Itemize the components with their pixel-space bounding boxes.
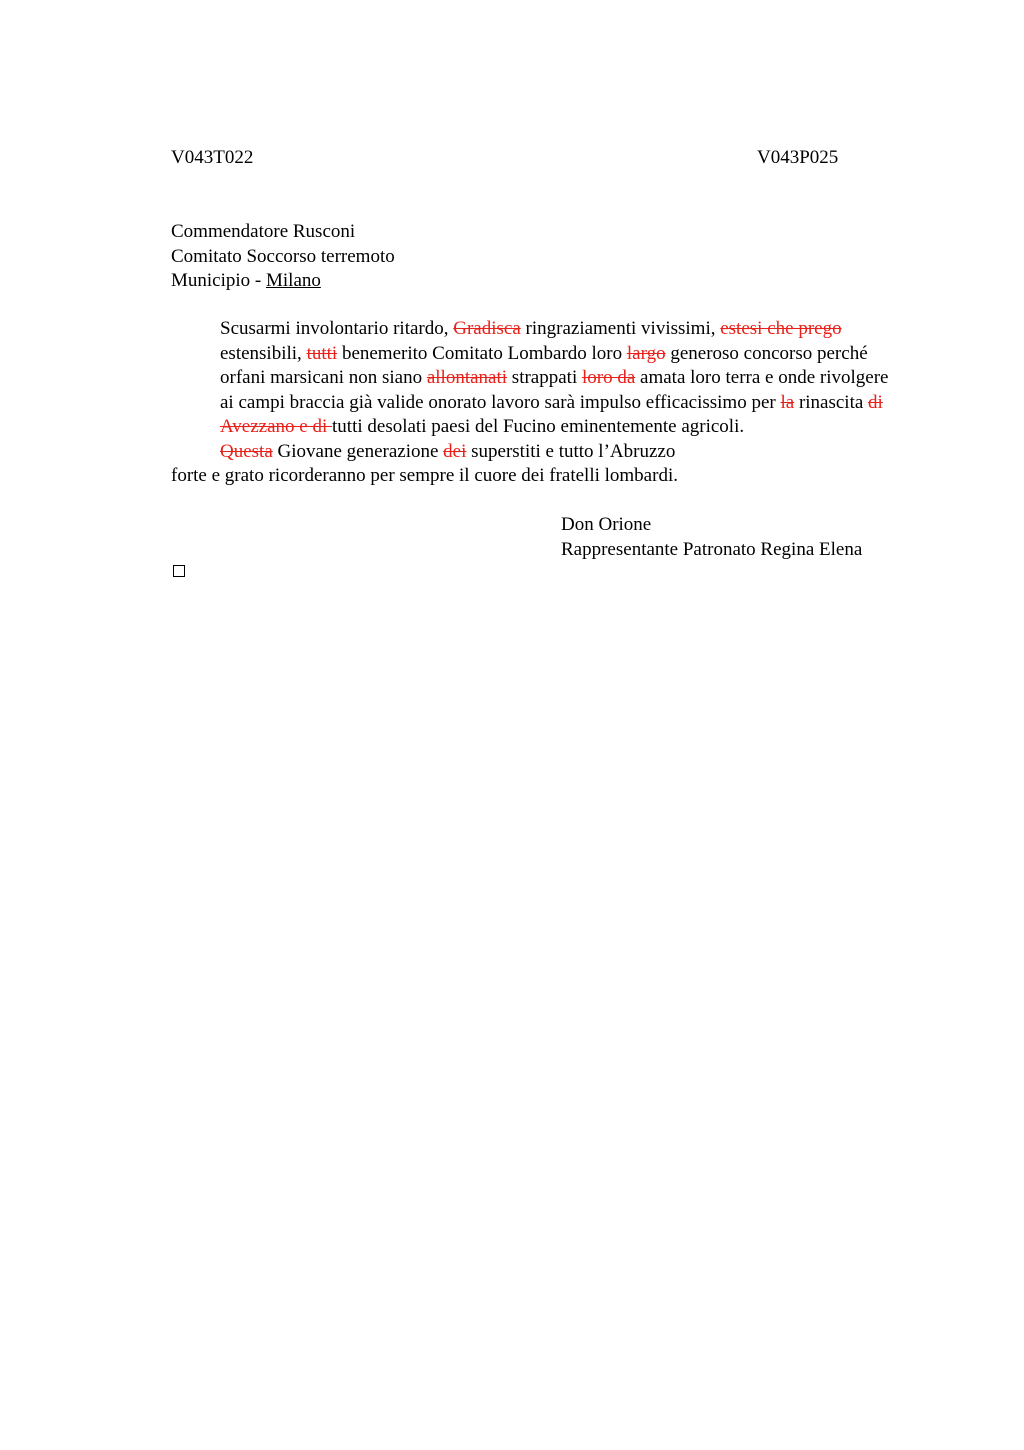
body-text-segment: amata loro terra e onde rivolgere ai campi braccia già valide onorato lavoro sarà impulso efficacissimo per [220, 367, 889, 413]
signature-name: Don Orione [561, 514, 652, 535]
deleted-text: Gradisca [453, 318, 521, 339]
body-text-segment: strappati [507, 367, 582, 388]
deleted-text: tutti [306, 342, 338, 364]
body-text-segment: Scusarmi involontario ritardo, [220, 318, 454, 339]
body-text-segment: tutti desolati paesi del Fucino eminentemente agricoli. [332, 416, 745, 437]
deleted-text: di Avezzano e di [220, 391, 883, 437]
body-text-segment: estensibili, [220, 342, 307, 364]
deleted-text: estesi che prego [720, 318, 842, 339]
addressee-name: Commendatore Rusconi [171, 221, 356, 242]
deleted-text: dei [443, 440, 467, 462]
body-text-segment: superstiti e tutto l’Abruzzo [466, 440, 676, 462]
paragraph-1 [171, 317, 906, 440]
body-text-segment: ringraziamenti vivissimi, [520, 318, 721, 339]
body-text-segment: benemerito Comitato Lombardo loro [337, 342, 627, 364]
signature-block [561, 513, 862, 562]
addressee-organization: Comitato Soccorso terremoto [171, 245, 395, 267]
body-text-segment: generoso concorso perché orfani marsicani non siano [220, 342, 868, 388]
addressee-location [171, 269, 395, 294]
deleted-text: loro da [581, 367, 636, 388]
addressee-location-prefix: Municipio - [171, 270, 266, 291]
checkbox-square [173, 565, 185, 577]
deleted-text: Questa [220, 440, 273, 462]
deleted-text: la [780, 391, 795, 413]
document-code-right: V043P025 [757, 147, 839, 168]
body-text-segment: rinascita [794, 391, 869, 413]
paragraph-2-line-2: forte e grato ricorderanno per sempre il cuore dei fratelli lombardi. [171, 465, 678, 486]
addressee-block [171, 220, 395, 294]
deleted-text: largo [626, 342, 666, 364]
document-code-left: V043T022 [171, 147, 254, 168]
body-text-segment: Giovane generazione [272, 440, 444, 462]
letter-body [171, 317, 906, 489]
addressee-city: Milano [266, 270, 321, 291]
signature-title: Rappresentante Patronato Regina Elena [561, 538, 863, 560]
deleted-text: allontanati [426, 367, 508, 388]
paragraph-2-line-1 [171, 440, 906, 465]
